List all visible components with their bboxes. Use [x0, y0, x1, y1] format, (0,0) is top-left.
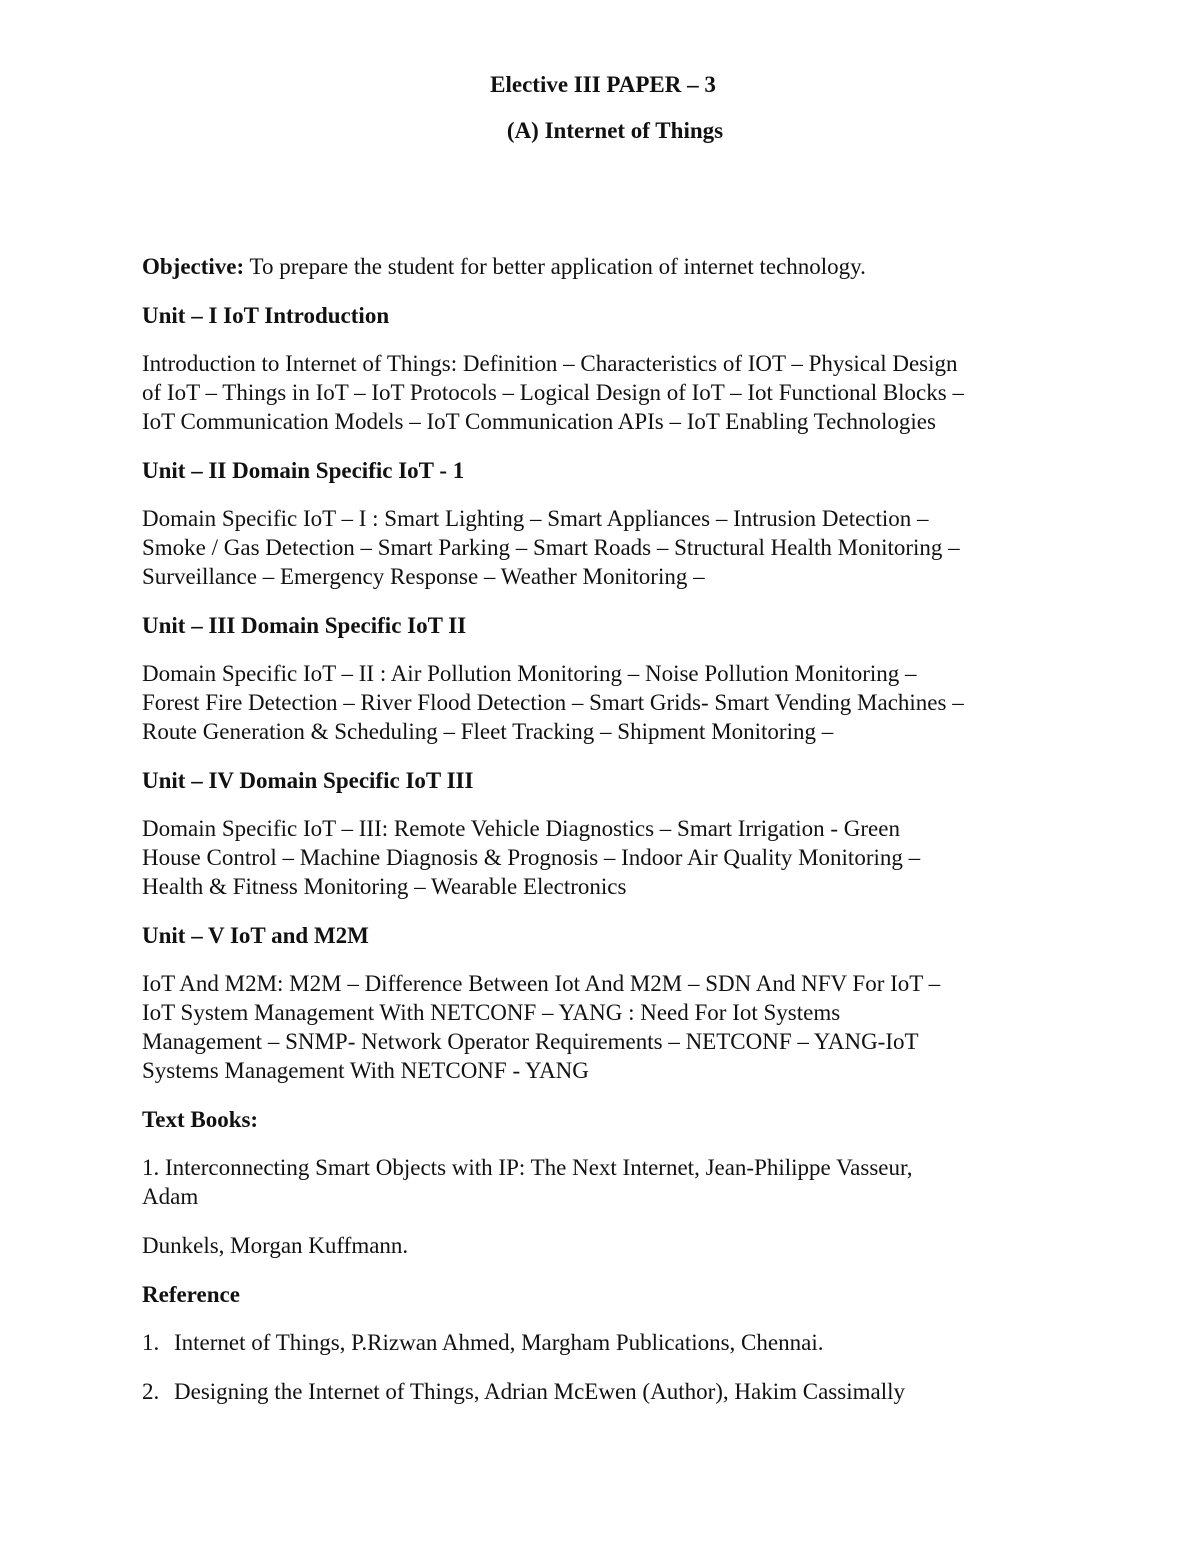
unit-3-line: Forest Fire Detection – River Flood Detection – Smart Grids- Smart Vending Machines – — [142, 690, 964, 715]
unit-4-line: House Control – Machine Diagnosis & Prognosis – Indoor Air Quality Monitoring – — [142, 845, 921, 870]
unit-3-line: Route Generation & Scheduling – Fleet Tracking – Shipment Monitoring – — [142, 719, 834, 744]
unit-1-line: Introduction to Internet of Things: Definition – Characteristics of IOT – Physical Design — [142, 351, 958, 376]
reference-item — [142, 1328, 1072, 1357]
text-book-continuation: Dunkels, Morgan Kuffmann. — [142, 1233, 409, 1258]
objective-label: Objective: — [142, 254, 245, 279]
unit-4-line: Domain Specific IoT – III: Remote Vehicle Diagnostics – Smart Irrigation - Green — [142, 816, 900, 841]
unit-3-heading: Unit – III Domain Specific IoT II — [142, 613, 467, 638]
unit-3-line: Domain Specific IoT – II : Air Pollution Monitoring – Noise Pollution Monitoring – — [142, 661, 917, 686]
unit-5-heading: Unit – V IoT and M2M — [142, 923, 369, 948]
text-book-item-1 — [142, 1153, 1072, 1211]
unit-1-line: of IoT – Things in IoT – IoT Protocols – Logical Design of IoT – Iot Functional Blocks – — [142, 380, 964, 405]
text-book-line: 1. Interconnecting Smart Objects with IP: The Next Internet, Jean-Philippe Vasseur, — [142, 1155, 913, 1180]
course-title: (A) Internet of Things — [506, 118, 724, 143]
unit-5-line: IoT System Management With NETCONF – YANG : Need For Iot Systems — [142, 1000, 841, 1025]
unit-1-heading: Unit – I IoT Introduction — [142, 303, 390, 328]
unit-1-line: IoT Communication Models – IoT Communication APIs – IoT Enabling Technologies — [142, 409, 936, 434]
reference-text: Designing the Internet of Things, Adrian McEwen (Author), Hakim Cassimally — [174, 1379, 905, 1404]
text-book-line: Adam — [142, 1184, 199, 1209]
unit-5-line: IoT And M2M: M2M – Difference Between Iot And M2M – SDN And NFV For IoT – — [142, 971, 941, 996]
unit-4-body — [142, 814, 1072, 901]
text-books-heading: Text Books: — [142, 1107, 259, 1132]
reference-text: Internet of Things, P.Rizwan Ahmed, Margham Publications, Chennai. — [174, 1330, 824, 1355]
unit-5-body — [142, 969, 1072, 1085]
unit-2-line: Smoke / Gas Detection – Smart Parking – Smart Roads – Structural Health Monitoring – — [142, 535, 960, 560]
objective-paragraph — [142, 252, 1072, 281]
unit-4-heading: Unit – IV Domain Specific IoT III — [142, 768, 474, 793]
objective-text: To prepare the student for better application of internet technology. — [249, 254, 866, 279]
unit-2-line: Domain Specific IoT – I : Smart Lighting – Smart Appliances – Intrusion Detection – — [142, 506, 929, 531]
syllabus-content — [142, 252, 1072, 1426]
reference-item — [142, 1377, 1072, 1406]
reference-number: 2. — [142, 1379, 160, 1404]
unit-2-line: Surveillance – Emergency Response – Weather Monitoring – — [142, 564, 705, 589]
unit-2-body — [142, 504, 1072, 591]
paper-title: Elective III PAPER – 3 — [490, 72, 716, 97]
unit-2-heading: Unit – II Domain Specific IoT - 1 — [142, 458, 465, 483]
unit-4-line: Health & Fitness Monitoring – Wearable Electronics — [142, 874, 627, 899]
reference-heading: Reference — [142, 1282, 240, 1307]
unit-3-body — [142, 659, 1072, 746]
unit-5-line: Systems Management With NETCONF - YANG — [142, 1058, 589, 1083]
unit-5-line: Management – SNMP- Network Operator Requirements – NETCONF – YANG-IoT — [142, 1029, 919, 1054]
reference-number: 1. — [142, 1330, 160, 1355]
unit-1-body — [142, 349, 1072, 436]
